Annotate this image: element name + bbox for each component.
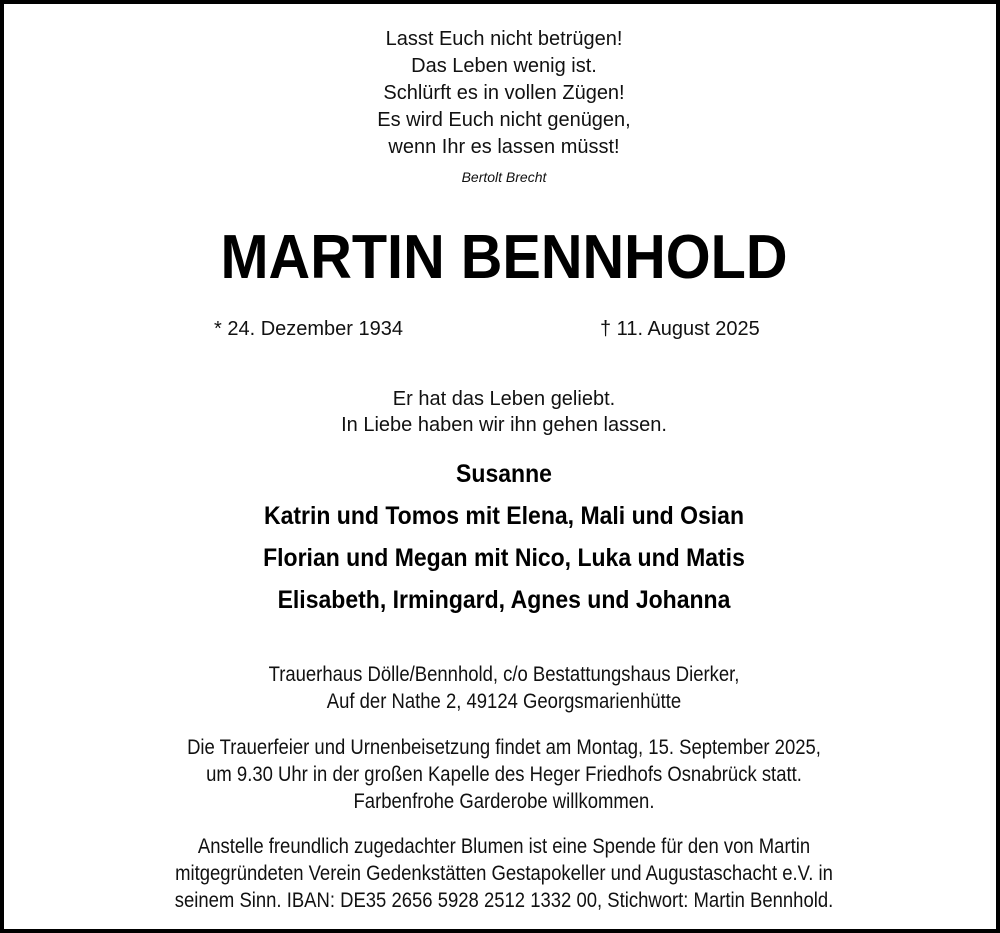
poem-line: Das Leben wenig ist. <box>411 55 597 77</box>
family-line: Susanne <box>456 460 552 488</box>
donation-line: seinem Sinn. IBAN: DE35 2656 5928 2512 1332 00, Stichwort: Martin Bennhold. <box>174 889 834 912</box>
family-line: Florian und Megan mit Nico, Luka und Matis <box>263 544 745 572</box>
motto-line: Er hat das Leben geliebt. <box>392 388 616 410</box>
address-line: Auf der Nathe 2, 49124 Georgsmarienhütte <box>326 690 682 713</box>
poem-line: Lasst Euch nicht betrügen! <box>385 28 623 50</box>
poem-line: Es wird Euch nicht genügen, <box>377 109 631 131</box>
poem-author: Bertolt Brecht <box>461 169 547 185</box>
birth-date: * 24. Dezember 1934 <box>214 318 404 340</box>
ceremony-line: Die Trauerfeier und Urnenbeisetzung findet am Montag, 15. September 2025, <box>187 736 821 759</box>
poem-line: Schlürft es in vollen Zügen! <box>383 82 625 104</box>
address-line: Trauerhaus Dölle/Bennhold, c/o Bestattungshaus Dierker, <box>268 663 740 686</box>
donation-line: Anstelle freundlich zugedachter Blumen ist eine Spende für den von Martin <box>197 835 811 858</box>
deceased-name: MARTIN BENNHOLD <box>220 223 788 292</box>
ceremony-line: um 9.30 Uhr in der großen Kapelle des Heger Friedhofs Osnabrück statt. <box>206 763 802 786</box>
ceremony-line: Farbenfrohe Garderobe willkommen. <box>353 790 655 813</box>
family-line: Katrin und Tomos mit Elena, Mali und Osian <box>263 502 745 530</box>
motto-line: In Liebe haben wir ihn gehen lassen. <box>341 414 667 436</box>
poem-line: wenn Ihr es lassen müsst! <box>388 136 620 158</box>
donation-line: mitgegründeten Verein Gedenkstätten Gestapokeller und Augustaschacht e.V. in <box>175 862 833 885</box>
family-line: Elisabeth, Irmingard, Agnes und Johanna <box>277 586 731 614</box>
death-date: † 11. August 2025 <box>600 318 760 340</box>
